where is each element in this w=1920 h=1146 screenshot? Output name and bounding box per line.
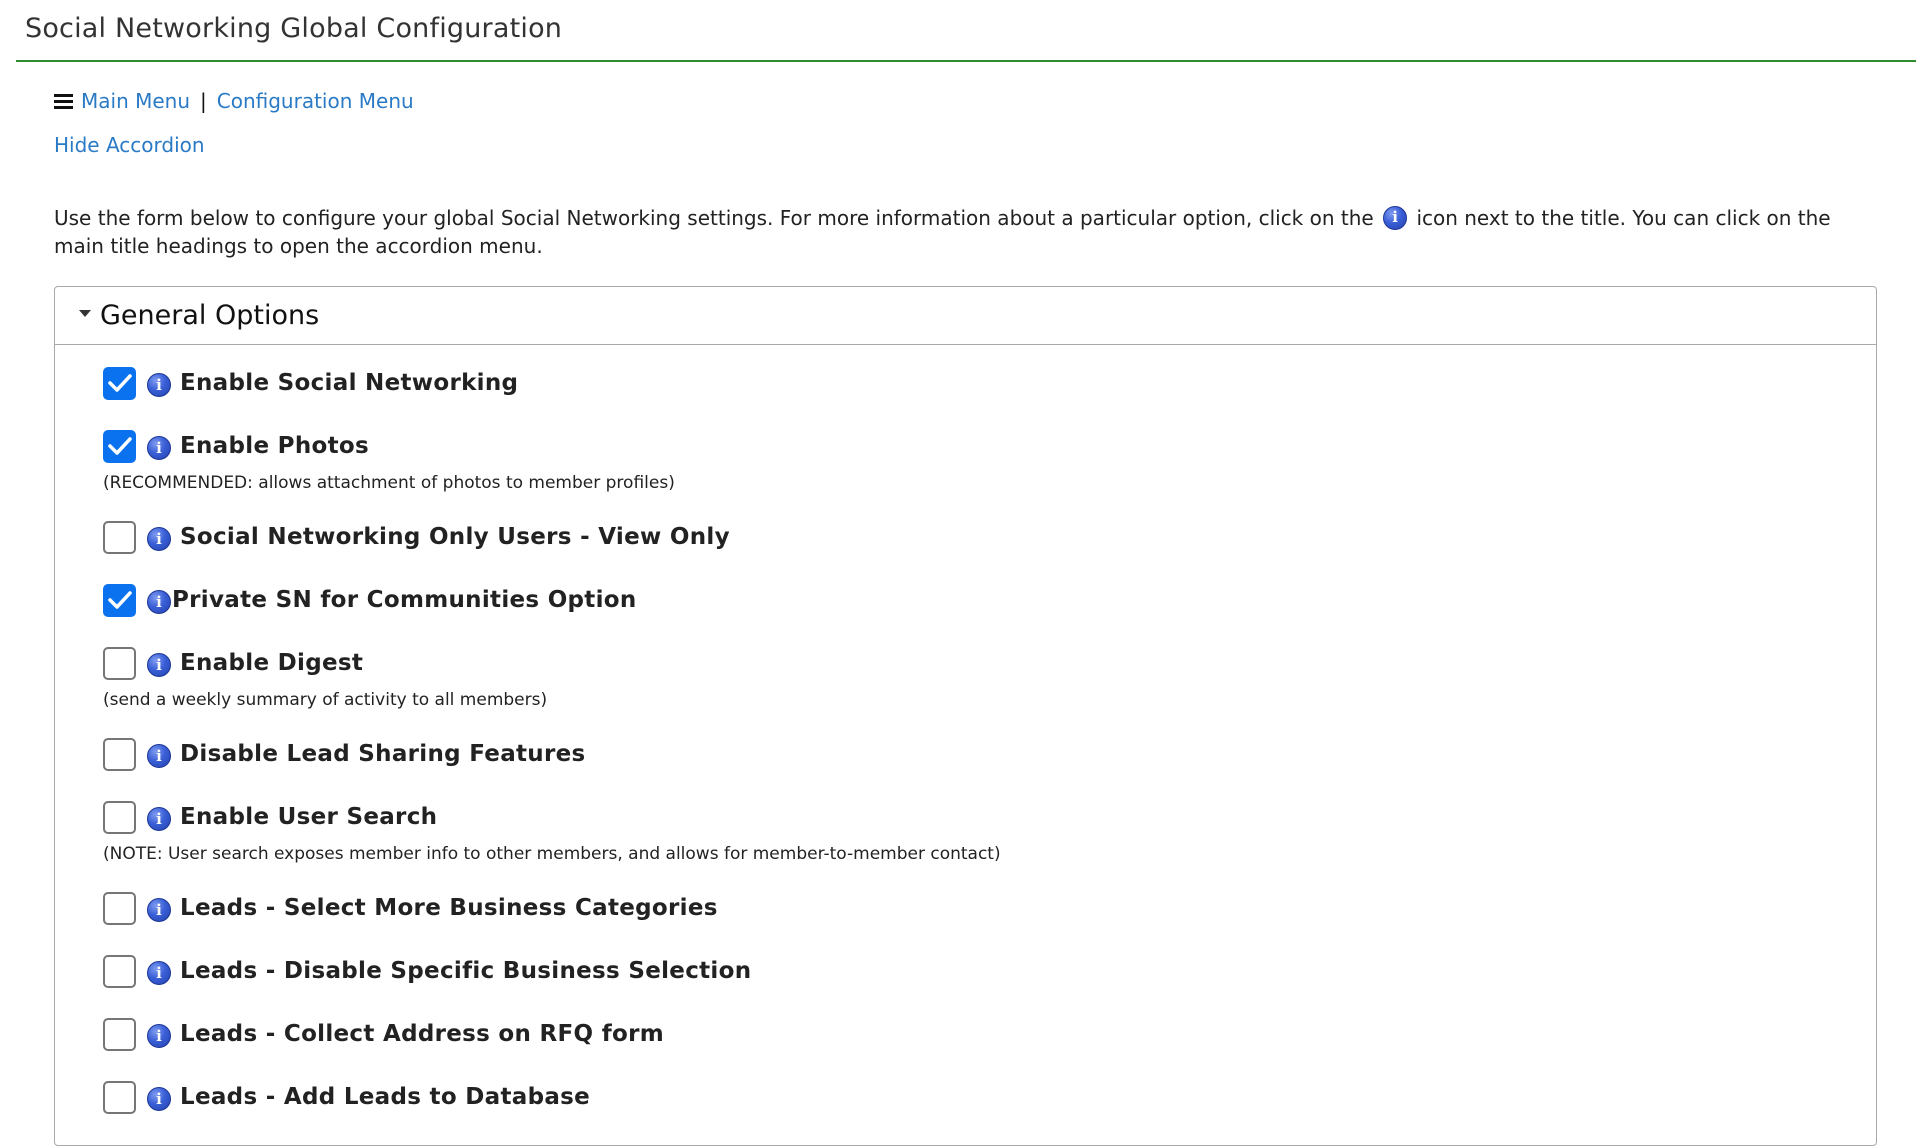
- hamburger-menu-icon[interactable]: [54, 93, 73, 110]
- option-leads-collect-address: [103, 1017, 664, 1051]
- option-label: Leads - Disable Specific Business Selection: [180, 958, 752, 984]
- option-leads-add-to-database: [103, 1080, 590, 1114]
- option-enable-user-search: [103, 800, 437, 834]
- option-enable-digest: [103, 646, 363, 680]
- info-icon[interactable]: i: [147, 436, 171, 460]
- option-label: Private SN for Communities Option: [172, 587, 637, 613]
- page-title: Social Networking Global Configuration: [25, 13, 563, 44]
- sn-only-users-view-only-checkbox[interactable]: [103, 521, 136, 554]
- main-menu-link[interactable]: Main Menu: [81, 89, 191, 113]
- option-label: Enable Social Networking: [180, 370, 519, 396]
- enable-digest-checkbox[interactable]: [103, 647, 136, 680]
- option-leads-more-categories: [103, 891, 718, 925]
- info-icon[interactable]: i: [147, 807, 171, 831]
- accordion-header-general-options[interactable]: [55, 287, 1876, 345]
- leads-add-to-database-checkbox[interactable]: [103, 1081, 136, 1114]
- info-icon[interactable]: i: [147, 373, 171, 397]
- option-disable-lead-sharing: [103, 737, 586, 771]
- option-label: Enable User Search: [180, 804, 438, 830]
- option-label: Leads - Collect Address on RFQ form: [180, 1021, 665, 1047]
- option-private-sn-communities: [103, 583, 637, 617]
- breadcrumb: [54, 86, 414, 116]
- enable-photos-checkbox[interactable]: [103, 430, 136, 463]
- intro-text-part2: icon next to the title. You can click on the main title headings to open the accordion menu.: [54, 206, 1831, 258]
- option-enable-photos: [103, 429, 369, 463]
- info-icon: i: [1383, 206, 1407, 230]
- photos-note: (RECOMMENDED: allows attachment of photos to member profiles): [103, 473, 675, 493]
- option-label: Enable Digest: [180, 650, 364, 676]
- page-header: [16, 0, 1916, 62]
- intro-text-part1: Use the form below to configure your global Social Networking settings. For more information about a particular option, click on the: [54, 206, 1374, 230]
- option-sn-only-users-view-only: [103, 520, 730, 554]
- option-label: Disable Lead Sharing Features: [180, 741, 586, 767]
- configuration-menu-link[interactable]: Configuration Menu: [216, 89, 414, 113]
- disable-lead-sharing-checkbox[interactable]: [103, 738, 136, 771]
- option-leads-disable-specific-business: [103, 954, 751, 988]
- intro-text: [54, 204, 1854, 260]
- hide-accordion-link[interactable]: Hide Accordion: [54, 133, 205, 157]
- accordion-title: General Options: [100, 300, 320, 331]
- leads-collect-address-checkbox[interactable]: [103, 1018, 136, 1051]
- info-icon[interactable]: i: [147, 527, 171, 551]
- enable-user-search-checkbox[interactable]: [103, 801, 136, 834]
- digest-note: (send a weekly summary of activity to all members): [103, 690, 548, 710]
- option-label: Enable Photos: [180, 433, 369, 459]
- option-enable-social-networking: [103, 366, 518, 400]
- info-icon[interactable]: i: [147, 653, 171, 677]
- info-icon[interactable]: i: [147, 744, 171, 768]
- info-icon[interactable]: i: [147, 1024, 171, 1048]
- option-label: Leads - Select More Business Categories: [180, 895, 718, 921]
- general-options-accordion: [54, 286, 1877, 1146]
- info-icon[interactable]: i: [147, 961, 171, 985]
- info-icon[interactable]: i: [147, 898, 171, 922]
- info-icon[interactable]: i: [147, 590, 171, 614]
- caret-down-icon: [79, 310, 91, 317]
- enable-social-networking-checkbox[interactable]: [103, 367, 136, 400]
- leads-disable-specific-business-checkbox[interactable]: [103, 955, 136, 988]
- option-label: Leads - Add Leads to Database: [180, 1084, 591, 1110]
- option-label: Social Networking Only Users - View Only: [180, 524, 730, 550]
- leads-more-categories-checkbox[interactable]: [103, 892, 136, 925]
- user-search-note: (NOTE: User search exposes member info to other members, and allows for member-to-member contact): [103, 844, 1001, 864]
- nav-separator: |: [200, 89, 207, 113]
- info-icon[interactable]: i: [147, 1087, 171, 1111]
- private-sn-communities-checkbox[interactable]: [103, 584, 136, 617]
